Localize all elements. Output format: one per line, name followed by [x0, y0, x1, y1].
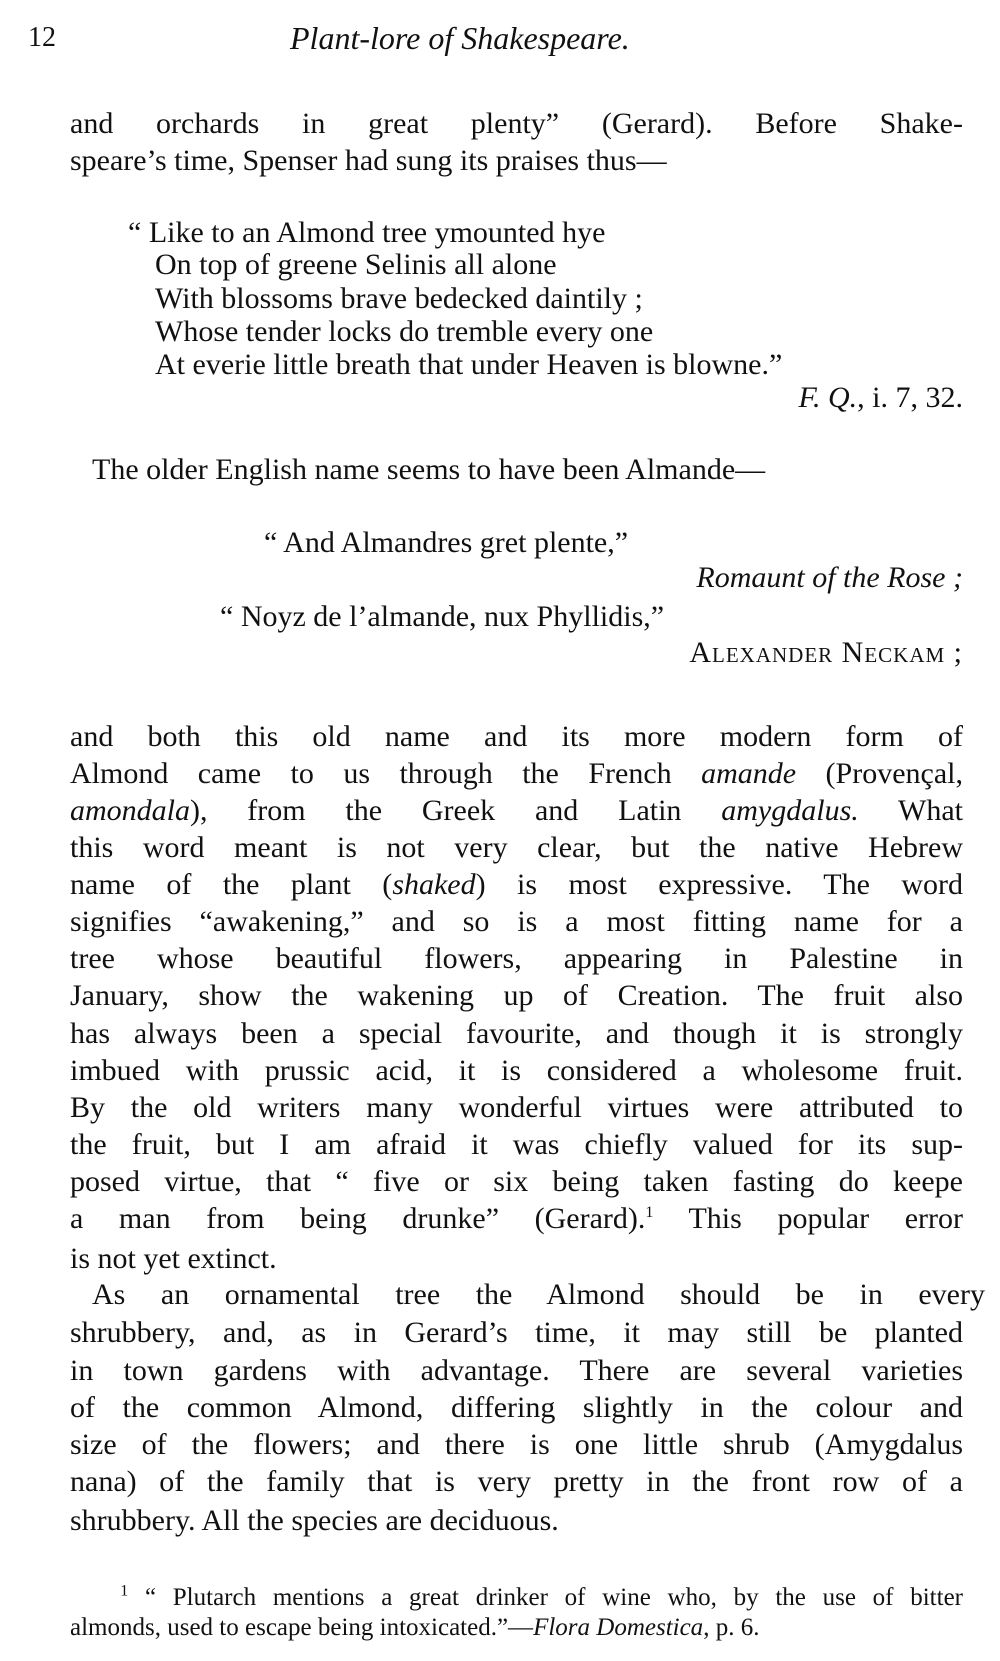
text-line: [70, 1427, 963, 1463]
text-segment: and both this old name and its more modern form of: [70, 720, 963, 753]
text-segment: With blossoms brave bedecked daintily ;: [155, 282, 643, 315]
text-line: [70, 793, 963, 829]
text-line: [264, 525, 628, 561]
text-line: [155, 247, 557, 283]
text-line: [128, 215, 605, 251]
text-segment: a man from being drunke” (Gerard).: [70, 1202, 646, 1235]
text-segment: Almond came to us through the French: [70, 757, 702, 790]
running-title: Plant-lore of Shakespeare.: [290, 20, 630, 56]
text-segment: “ Noyz de l’almande, nux Phyllidis,”: [220, 600, 665, 633]
text-line: [70, 1464, 963, 1500]
text-segment: “ Plutarch mentions a great drinker of wine who, by the use of bitter: [128, 1584, 963, 1611]
text-line: [70, 830, 963, 866]
italic-text: amande: [701, 757, 797, 790]
text-segment: At everie little breath that under Heaven is blowne.”: [155, 348, 783, 381]
text-line: [70, 1016, 963, 1052]
text-segment: has always been a special favourite, and though it is strongly: [70, 1017, 963, 1050]
text-segment: shrubbery, and, as in Gerard’s time, it may still be planted: [70, 1316, 963, 1349]
text-segment: , p. 6.: [703, 1614, 760, 1641]
text-line: [70, 106, 963, 142]
text-line: [70, 719, 963, 755]
text-line: [70, 1503, 559, 1539]
text-line: [70, 1090, 963, 1126]
italic-text: shaked: [392, 868, 476, 901]
text-segment: in town gardens with advantage. There are several varieties: [70, 1354, 963, 1387]
text-line: [155, 314, 653, 350]
text-segment: January, show the wakening up of Creation. The fruit also: [70, 979, 963, 1012]
text-segment: ) is most expressive. The word: [475, 868, 963, 901]
page-number: 12: [28, 22, 56, 53]
text-line: [70, 1353, 963, 1389]
text-segment: What: [858, 794, 963, 827]
text-segment: The older English name seems to have been Almande—: [92, 453, 766, 486]
text-segment: By the old writers many wonderful virtues were attributed to: [70, 1091, 963, 1124]
text-line: [155, 347, 782, 383]
footnote-marker: 1: [120, 1582, 129, 1600]
text-line: [220, 599, 664, 635]
text-segment: Alexander Neckam ;: [689, 636, 963, 669]
text-segment: speare’s time, Spenser had sung its praises thus—: [70, 144, 667, 177]
text-segment: the fruit, but I am afraid it was chiefly valued for its sup-: [70, 1128, 963, 1161]
text-segment: is not yet extinct.: [70, 1242, 277, 1275]
italic-text: amygdalus.: [721, 794, 859, 827]
text-segment: On top of greene Selinis all alone: [155, 248, 557, 281]
text-line: [70, 1053, 963, 1089]
footnote-line: [70, 1610, 759, 1646]
text-line: [70, 143, 667, 179]
text-segment: nana) of the family that is very pretty in the front row of a: [70, 1465, 963, 1498]
text-segment: ), from the Greek and Latin: [190, 794, 722, 827]
text-segment: “ Like to an Almond tree ymounted hye: [128, 216, 606, 249]
text-segment: size of the flowers; and there is one little shrub (Amygdalus: [70, 1428, 963, 1461]
text-line: [70, 1164, 963, 1200]
italic-text: amondala: [70, 794, 190, 827]
text-segment: imbued with prussic acid, it is considered a wholesome fruit.: [70, 1054, 963, 1087]
text-line: [70, 1241, 277, 1277]
text-line: [70, 1315, 963, 1351]
text-segment: signifies “awakening,” and so is a most fitting name for a: [70, 905, 963, 938]
text-segment: As an ornamental tree the Almond should be in every: [92, 1278, 985, 1311]
text-line: [155, 281, 643, 317]
text-line: [799, 380, 963, 416]
text-segment: [70, 1584, 120, 1611]
text-line: [70, 904, 963, 940]
text-line: [689, 635, 963, 671]
italic-text: Flora Domestica: [533, 1614, 704, 1641]
text-line: [70, 1127, 963, 1163]
text-line: [70, 867, 963, 903]
text-segment: tree whose beautiful flowers, appearing in Palestine in: [70, 942, 963, 975]
text-line: [92, 1277, 985, 1313]
text-line: [70, 1390, 963, 1426]
text-segment: , i. 7, 32.: [857, 381, 963, 414]
italic-text: Romaunt of the Rose ;: [696, 561, 963, 594]
italic-text: F. Q.: [798, 381, 858, 414]
text-line: [70, 756, 963, 792]
text-segment: shrubbery. All the species are deciduous.: [70, 1504, 559, 1537]
text-line: [70, 941, 963, 977]
text-segment: of the common Almond, differing slightly in the colour and: [70, 1391, 963, 1424]
text-line: [92, 452, 765, 488]
text-segment: posed virtue, that “ five or six being taken fasting do keepe: [70, 1165, 963, 1198]
text-segment: “ And Almandres gret plente,”: [264, 526, 629, 559]
text-segment: this word meant is not very clear, but the native Hebrew: [70, 831, 963, 864]
footnote-marker: 1: [645, 1204, 654, 1221]
text-segment: Whose tender locks do tremble every one: [155, 315, 654, 348]
text-segment: almonds, used to escape being intoxicated.”—: [70, 1614, 534, 1641]
text-segment: name of the plant (: [70, 868, 393, 901]
text-segment: This popular error: [653, 1202, 963, 1235]
text-line: [70, 1201, 963, 1237]
text-line: [696, 560, 963, 596]
text-segment: and orchards in great plenty” (Gerard). Before Shake-: [70, 107, 963, 140]
text-line: [70, 978, 963, 1014]
text-segment: (Provençal,: [796, 757, 963, 790]
